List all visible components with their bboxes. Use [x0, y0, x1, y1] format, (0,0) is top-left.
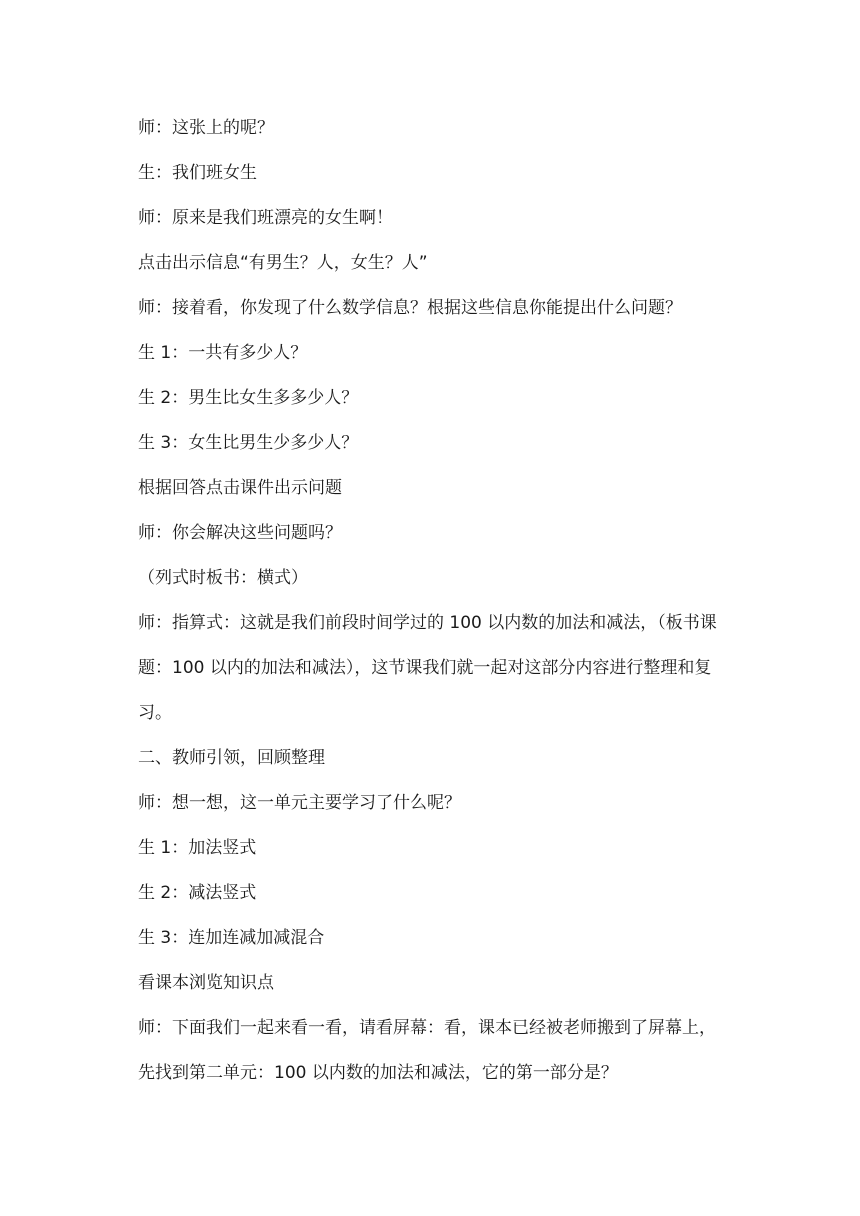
paragraph-line: （列式时板书：横式）	[138, 568, 308, 588]
document-body	[138, 110, 738, 1100]
paragraph-line: 看课本浏览知识点	[138, 973, 274, 993]
paragraph-line: 生 3：女生比男生少多少人？	[138, 433, 359, 453]
paragraph-line: 习。	[138, 703, 172, 723]
paragraph-line: 生 2：男生比女生多多少人？	[138, 388, 359, 408]
paragraph-line: 生 1：一共有多少人？	[138, 343, 308, 363]
paragraph-line: 师：指算式：这就是我们前段时间学过的 100 以内数的加法和减法，（板书课	[138, 613, 717, 633]
section-heading: 二、教师引领，回顾整理	[138, 748, 325, 768]
paragraph-line: 师：接着看，你发现了什么数学信息？根据这些信息你能提出什么问题？	[138, 298, 682, 318]
paragraph-line: 生 1：加法竖式	[138, 838, 257, 858]
paragraph-line: 生：我们班女生	[138, 163, 257, 183]
paragraph-line: 先找到第二单元：100 以内数的加法和减法，它的第一部分是？	[138, 1063, 618, 1083]
paragraph-line: 根据回答点击课件出示问题	[138, 478, 342, 498]
paragraph-line: 题：100 以内的加法和减法），这节课我们就一起对这部分内容进行整理和复	[138, 658, 712, 678]
paragraph-line: 师：这张上的呢？	[138, 118, 274, 138]
paragraph-line: 生 3：连加连减加减混合	[138, 928, 325, 948]
paragraph-line: 师：下面我们一起来看一看，请看屏幕：看，课本已经被老师搬到了屏幕上，	[138, 1018, 716, 1038]
paragraph-line: 师：想一想，这一单元主要学习了什么呢？	[138, 793, 461, 813]
paragraph-line: 师：你会解决这些问题吗？	[138, 523, 342, 543]
paragraph-line: 生 2：减法竖式	[138, 883, 257, 903]
paragraph-line: 师：原来是我们班漂亮的女生啊！	[138, 208, 393, 228]
paragraph-line: 点击出示信息“有男生？人，女生？人”	[138, 253, 428, 273]
